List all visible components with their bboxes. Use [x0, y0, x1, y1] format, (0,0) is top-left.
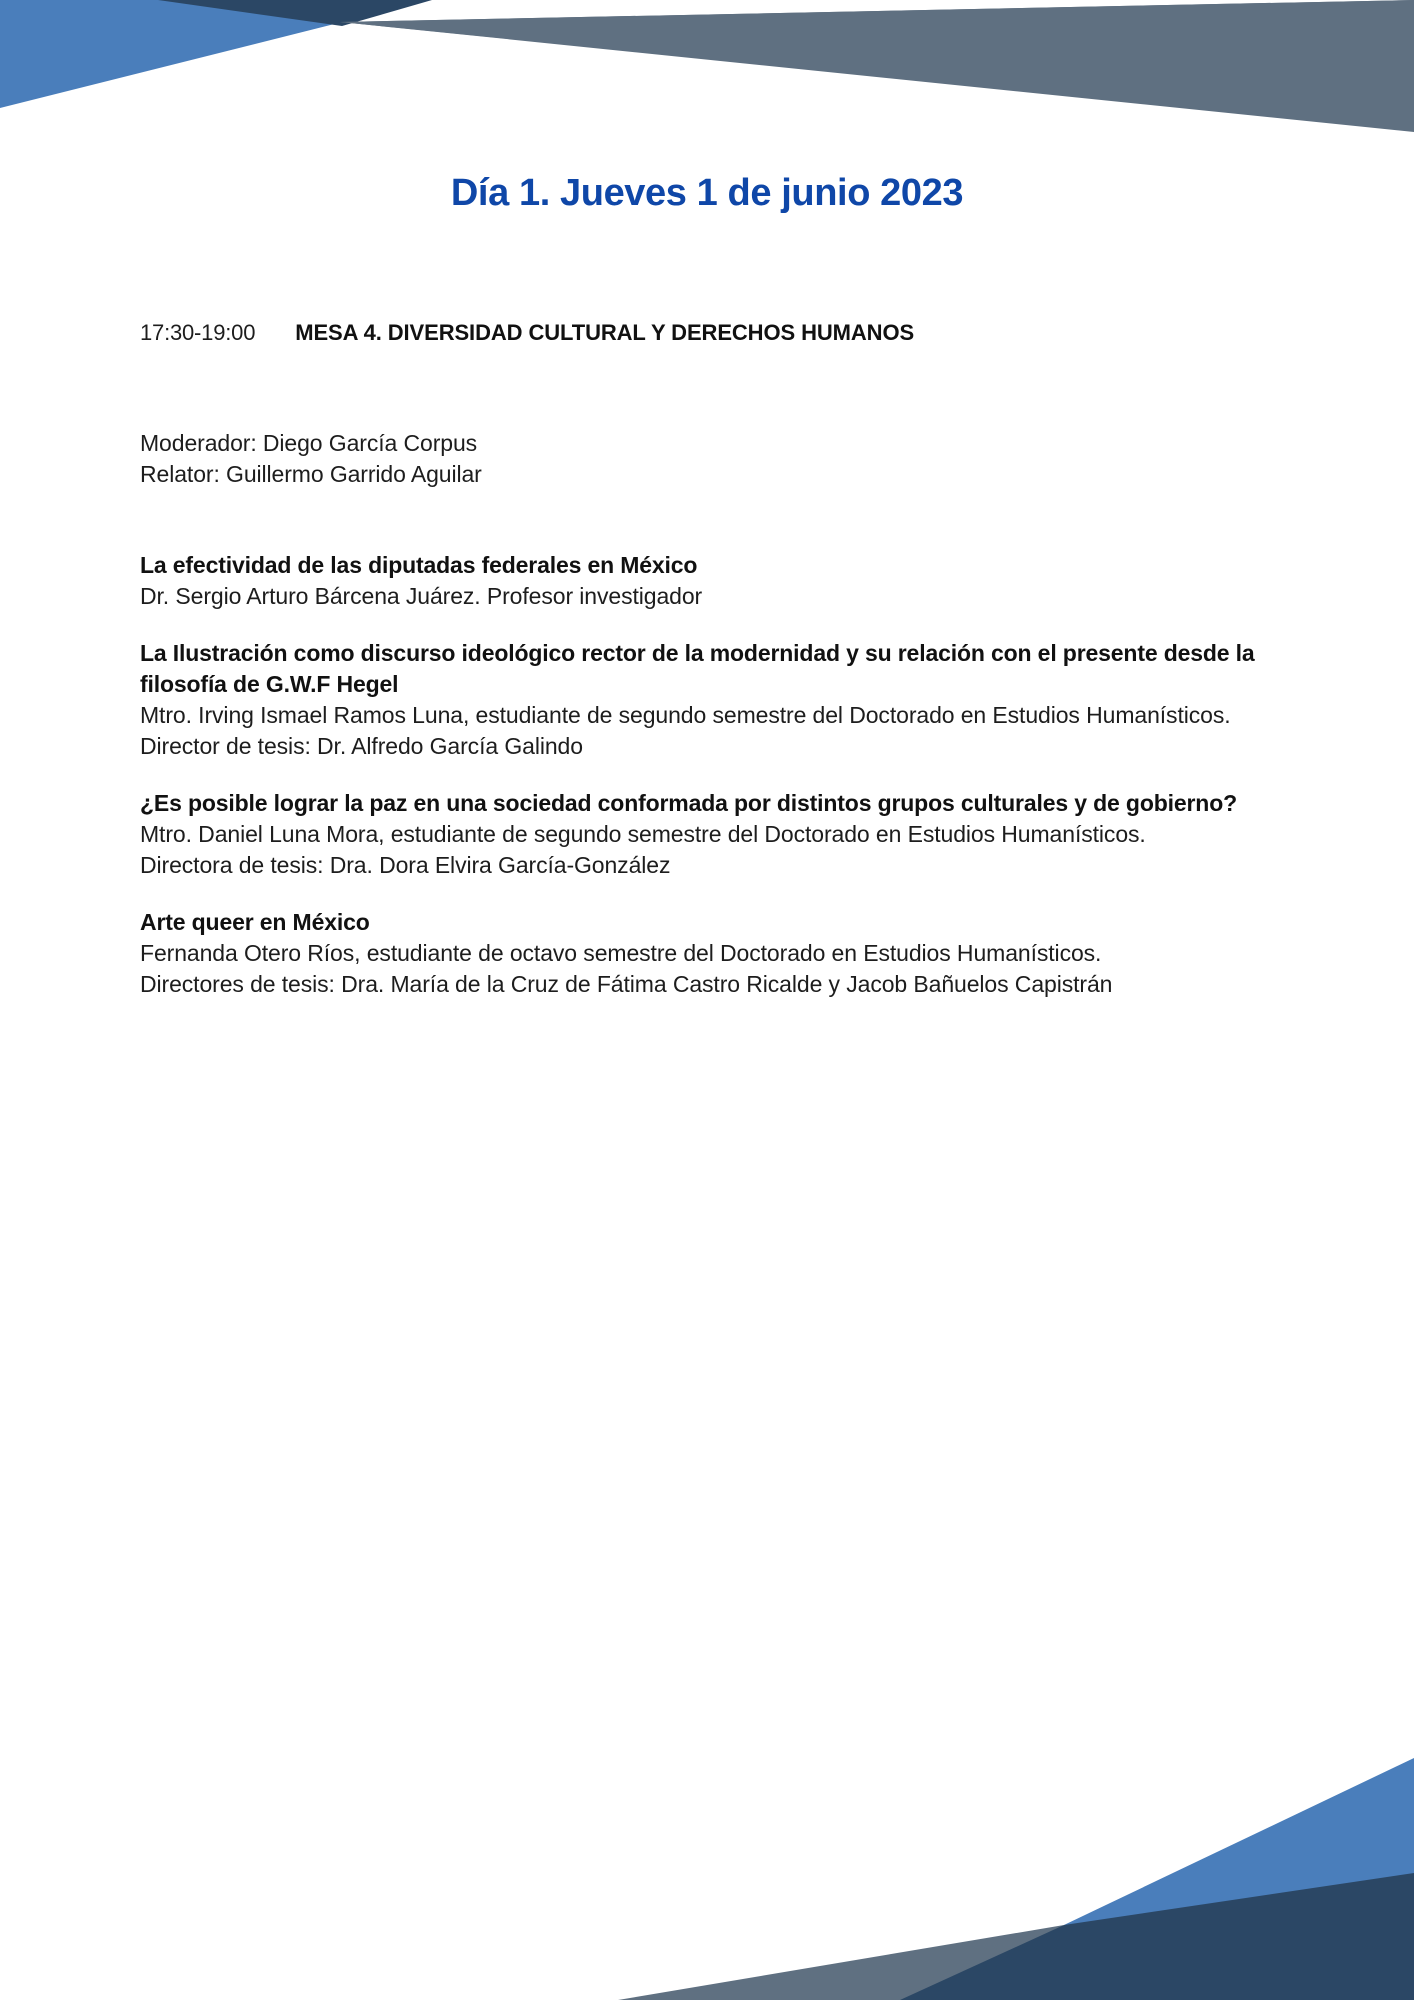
talk-advisor-line: Directores de tesis: Dra. María de la Cruz de Fátima Castro Ricalde y Jacob Bañuelos Capistrán	[140, 971, 1113, 997]
top-right-slate-shape	[340, 0, 1414, 130]
page-title: Día 1. Jueves 1 de junio 2023	[450, 172, 964, 214]
bottom-right-navy-shape	[840, 1873, 1414, 2000]
talk-title: La efectividad de las diputadas federales en México	[140, 552, 698, 578]
talk-title: Arte queer en México	[140, 909, 370, 935]
session-roles	[140, 428, 482, 490]
talk-item	[140, 638, 1290, 762]
talk-detail-line: Dr. Sergio Arturo Bárcena Juárez. Profesor investigador	[140, 583, 703, 609]
talk-item	[140, 550, 1290, 612]
top-left-blue-shape	[0, 0, 430, 108]
bottom-slate-shape	[618, 1925, 1064, 2000]
top-right-slate-shape-2	[340, 0, 1414, 132]
session-header	[140, 320, 914, 346]
talk-advisor-line: Directora de tesis: Dra. Dora Elvira García-González	[140, 852, 671, 878]
talk-title: ¿Es posible lograr la paz en una sociedad conformada por distintos grupos culturales y de gobierno?	[140, 790, 1238, 816]
session-time: 17:30-19:00	[140, 320, 256, 345]
top-navy-shape	[158, 0, 432, 26]
talk-advisor-line: Director de tesis: Dr. Alfredo García Galindo	[140, 733, 583, 759]
talk-detail-line: Mtro. Daniel Luna Mora, estudiante de segundo semestre del Doctorado en Estudios Humanísticos.	[140, 821, 1146, 847]
talk-item	[140, 907, 1290, 1000]
session-moderator: Moderador: Diego García Corpus	[140, 430, 478, 456]
session-rapporteur: Relator: Guillermo Garrido Aguilar	[140, 461, 482, 487]
talk-title: La Ilustración como discurso ideológico rector de la modernidad y su relación con el presente desde la filosofía de G.W.F Hegel	[140, 640, 1255, 697]
talk-detail-line: Mtro. Irving Ismael Ramos Luna, estudiante de segundo semestre del Doctorado en Estudios Humanísticos.	[140, 702, 1231, 728]
session-name: MESA 4. DIVERSIDAD CULTURAL Y DERECHOS HUMANOS	[295, 320, 915, 345]
bottom-right-blue-shape	[1064, 1758, 1414, 2000]
talk-list	[140, 550, 1290, 1000]
talk-detail-line: Fernanda Otero Ríos, estudiante de octavo semestre del Doctorado en Estudios Humanísticos.	[140, 940, 1102, 966]
talk-item	[140, 788, 1290, 881]
